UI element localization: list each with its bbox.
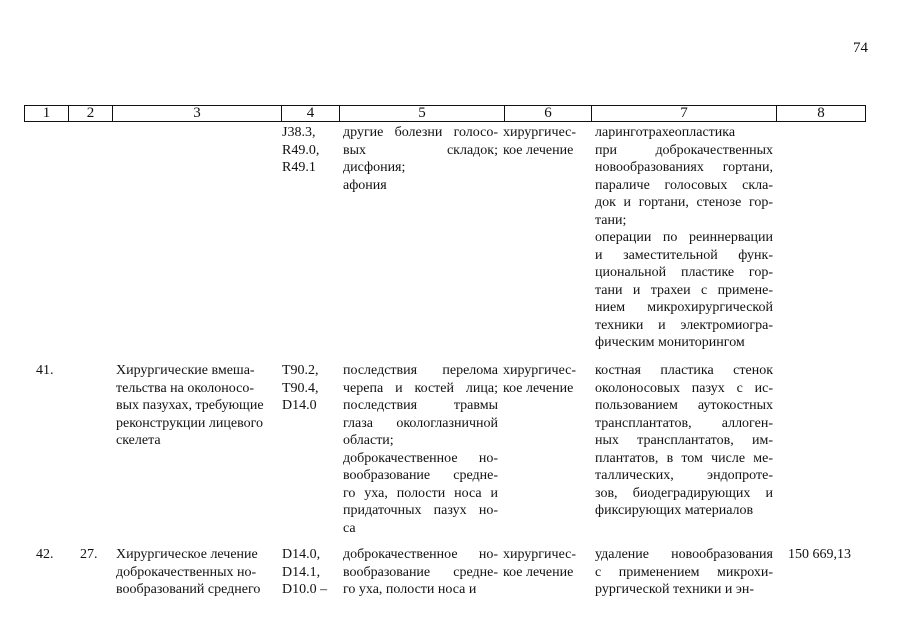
text-line: трансплантатов, аллоген- xyxy=(595,415,773,431)
text-line: при доброкачественных xyxy=(595,142,773,158)
text-line: доброкачественных но- xyxy=(116,564,257,580)
text-line: вообразований среднего xyxy=(116,582,261,597)
row-41-procedure-name xyxy=(116,362,278,450)
row-42-group-number: 27. xyxy=(80,547,98,562)
text-line: вообразование средне- xyxy=(343,468,498,483)
text-line: фиксирующих материалов xyxy=(595,503,754,518)
row-42-treatment-type xyxy=(503,546,576,581)
text-line: нием микрохирургической xyxy=(595,300,773,315)
text-line: кое лечение xyxy=(503,380,574,396)
text-line: плантатов, в том числе ме- xyxy=(595,450,773,466)
text-line: R49.1 xyxy=(282,160,316,175)
text-line: фическим мониторингом xyxy=(595,335,745,350)
header-col-2: 2 xyxy=(69,106,113,122)
header-col-8: 8 xyxy=(777,106,866,122)
text-line: T90.4, xyxy=(282,380,319,396)
text-line: афония xyxy=(343,177,387,193)
text-line: последствия перелома xyxy=(343,363,498,378)
header-col-1: 1 xyxy=(25,106,69,122)
text-line: хирургичес- xyxy=(503,547,577,562)
text-line: другие болезни голосо- xyxy=(343,125,498,140)
text-line: скелета xyxy=(116,433,161,448)
text-line: глаза окологлазничной xyxy=(343,415,498,431)
row-41-patient-model xyxy=(343,362,498,537)
text-line: реконструкции лицевого xyxy=(116,415,263,431)
text-line: хирургичес- xyxy=(503,125,577,140)
text-line: D14.0, xyxy=(282,547,321,562)
header-col-7: 7 xyxy=(592,106,777,122)
text-line: вых складок; xyxy=(343,142,498,158)
row-42-procedure-name xyxy=(116,546,278,599)
text-line: дисфония; xyxy=(343,160,406,175)
text-line: доброкачественное но- xyxy=(343,450,498,466)
text-line: тани и трахеи с примене- xyxy=(595,282,773,298)
text-line: рургической техники и эн- xyxy=(595,582,755,597)
text-line: с применением микрохи- xyxy=(595,564,773,580)
text-line: костная пластика стенок xyxy=(595,363,773,378)
text-line: D14.1, xyxy=(282,564,321,580)
text-line: R49.0, xyxy=(282,142,320,158)
text-line: Хирургическое лечение xyxy=(116,547,258,562)
text-line: Хирургические вмеша- xyxy=(116,363,255,378)
text-line: тани; xyxy=(595,212,627,228)
row-0-treatment-method xyxy=(595,124,773,352)
text-line: черепа и костей лица; xyxy=(343,380,498,396)
row-41-number: 41. xyxy=(36,363,54,378)
text-line: области; xyxy=(343,433,394,448)
page-number: 74 xyxy=(853,40,868,56)
row-0-treatment-type xyxy=(503,124,576,159)
text-line: J38.3, xyxy=(282,125,316,140)
row-42-cost: 150 669,13 xyxy=(788,547,851,562)
text-line: циональной пластике гор- xyxy=(595,265,773,280)
text-line: кое лечение xyxy=(503,564,574,580)
text-line: D10.0 – xyxy=(282,582,328,597)
text-line: таллических, эндопроте- xyxy=(595,468,773,483)
row-41-treatment-method xyxy=(595,362,773,520)
text-line: зов, биодеградирующих и xyxy=(595,485,773,501)
row-0-patient-model xyxy=(343,124,498,194)
text-line: T90.2, xyxy=(282,363,319,378)
text-line: D14.0 xyxy=(282,398,317,413)
row-42-number: 42. xyxy=(36,547,54,562)
text-line: кое лечение xyxy=(503,142,574,158)
text-line: го уха, полости носа и xyxy=(343,485,498,501)
text-line: са xyxy=(343,520,356,536)
column-header-row xyxy=(24,105,866,122)
text-line: новообразованиях гортани, xyxy=(595,160,773,175)
header-col-4: 4 xyxy=(282,106,340,122)
text-line: хирургичес- xyxy=(503,363,577,378)
text-line: околоносовых пазух с ис- xyxy=(595,380,773,396)
text-line: последствия травмы xyxy=(343,398,498,413)
text-line: удаление новообразования xyxy=(595,547,773,562)
row-0-codes xyxy=(282,124,319,177)
text-line: придаточных пазух но- xyxy=(343,503,498,518)
row-41-treatment-type xyxy=(503,362,576,397)
text-line: тельства на околоносо- xyxy=(116,380,254,396)
header-col-6: 6 xyxy=(505,106,592,122)
text-line: ларинготрахеопластика xyxy=(595,125,736,140)
text-line: операции по реиннервации xyxy=(595,230,773,245)
header-col-5: 5 xyxy=(340,106,505,122)
row-41-codes xyxy=(282,362,319,415)
row-42-codes xyxy=(282,546,327,599)
row-42-treatment-method xyxy=(595,546,773,599)
text-line: ных трансплантатов, им- xyxy=(595,433,773,448)
text-line: док и гортани, стенозе гор- xyxy=(595,195,773,210)
row-42-patient-model xyxy=(343,546,498,599)
text-line: го уха, полости носа и xyxy=(343,582,477,597)
text-line: вообразование средне- xyxy=(343,564,498,580)
text-line: доброкачественное но- xyxy=(343,547,498,562)
text-line: и заместительной функ- xyxy=(595,247,773,263)
text-line: параличе голосовых скла- xyxy=(595,177,773,193)
text-line: вых пазухах, требующие xyxy=(116,398,264,413)
text-line: пользованием аутокостных xyxy=(595,398,773,413)
text-line: техники и электромиогра- xyxy=(595,317,773,333)
header-col-3: 3 xyxy=(113,106,282,122)
